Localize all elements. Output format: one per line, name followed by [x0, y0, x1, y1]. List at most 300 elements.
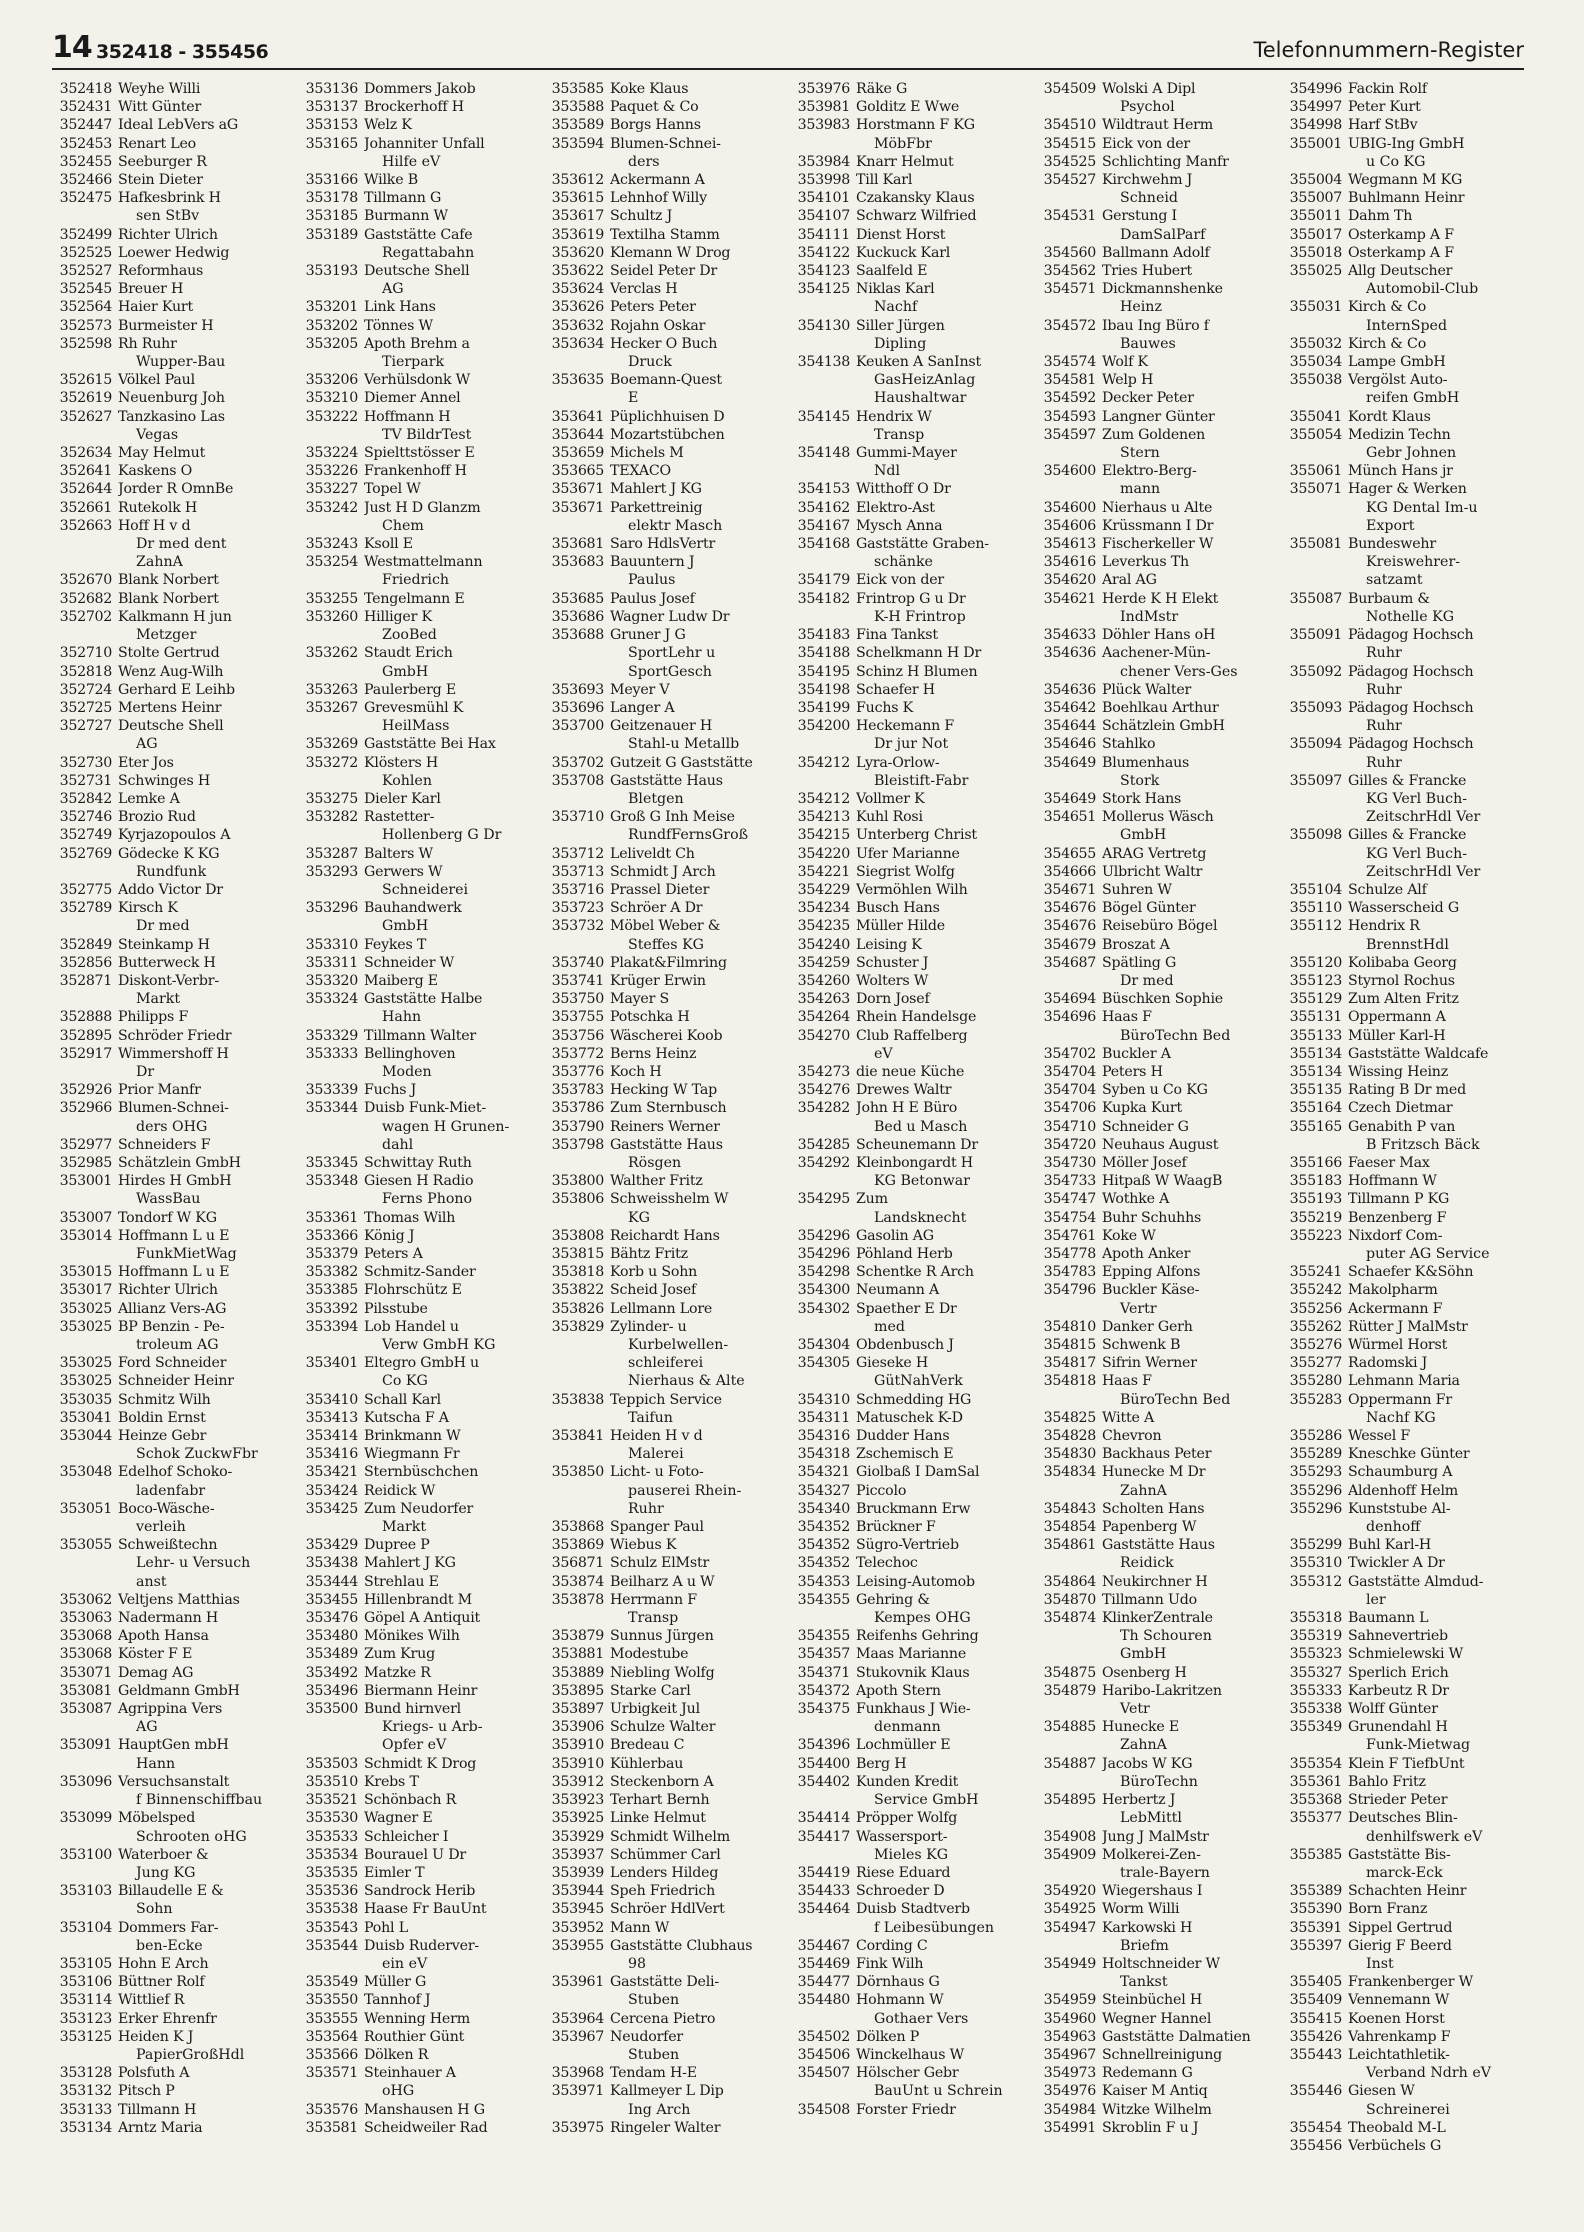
directory-entry	[544, 808, 782, 826]
phone-number: 355001	[1289, 135, 1342, 152]
phone-number: 354310	[797, 1391, 850, 1408]
phone-number: 355032	[1289, 335, 1342, 352]
phone-number: 353626	[551, 299, 604, 316]
subscriber-name: Horstmann F KG	[856, 117, 975, 134]
phone-number: 353635	[551, 372, 604, 389]
phone-number: 353619	[551, 226, 604, 243]
directory-entry	[544, 1682, 782, 1700]
subscriber-name: Leising K	[856, 936, 922, 953]
phone-number: 355299	[1289, 1537, 1342, 1554]
directory-entry	[298, 1973, 536, 1991]
directory-entry	[544, 1027, 782, 1045]
subscriber-name: Hohmann W	[856, 1992, 944, 2009]
phone-number: 355104	[1289, 881, 1342, 898]
directory-entry	[544, 553, 782, 571]
directory-entry	[544, 1427, 782, 1445]
phone-number: 354357	[797, 1646, 850, 1663]
directory-entry	[298, 699, 536, 717]
entry-continuation: IndMstr	[1120, 608, 1179, 625]
entry-continuation: Landsknecht	[874, 1209, 967, 1226]
subscriber-name: Müller G	[364, 1974, 427, 1991]
phone-number: 354229	[797, 881, 850, 898]
directory-entry	[298, 2119, 536, 2137]
phone-number: 355389	[1289, 1883, 1342, 1900]
directory-entry	[52, 1500, 290, 1518]
subscriber-name: Bourauel U Dr	[364, 1846, 466, 1863]
directory-entry	[1036, 371, 1274, 389]
phone-number: 353166	[305, 172, 358, 189]
subscriber-name: Gasolin AG	[856, 1227, 934, 1244]
directory-entry	[544, 626, 782, 644]
phone-number: 352619	[59, 390, 112, 407]
directory-entry	[52, 226, 290, 244]
phone-number: 354221	[797, 863, 850, 880]
phone-number: 354783	[1043, 1264, 1096, 1281]
subscriber-name: Wiegershaus I	[1102, 1883, 1203, 1900]
directory-entry	[544, 1591, 782, 1609]
entry-continuation: Markt	[136, 991, 181, 1008]
subscriber-name: Tillmann P KG	[1348, 1191, 1450, 1208]
directory-entry	[298, 1773, 536, 1791]
directory-entry	[790, 1263, 1028, 1281]
directory-entry	[298, 1809, 536, 1827]
directory-entry	[298, 207, 536, 225]
subscriber-name: Wildtraut Herm	[1102, 117, 1213, 134]
page-number: 14	[52, 30, 92, 65]
subscriber-name: Keuken A SanInst	[856, 354, 981, 371]
subscriber-name: Lehmann Maria	[1348, 1373, 1460, 1390]
phone-number: 353345	[305, 1154, 358, 1171]
directory-entry	[52, 135, 290, 153]
phone-number: 352663	[59, 517, 112, 534]
subscriber-name: Kordt Klaus	[1348, 408, 1431, 425]
phone-number: 355129	[1289, 991, 1342, 1008]
subscriber-name: Aldenhoff Helm	[1348, 1482, 1459, 1499]
entry-continuation: Co KG	[382, 1373, 428, 1390]
entry-continuation: Transp	[628, 1610, 679, 1627]
directory-entry	[1282, 426, 1520, 444]
subscriber-name: Schmitz-Sander	[364, 1264, 476, 1281]
directory-entry	[1282, 1045, 1520, 1063]
subscriber-name: Golditz E Wwe	[856, 99, 960, 116]
subscriber-name: Mahlert J KG	[364, 1555, 456, 1572]
phone-number: 355120	[1289, 954, 1342, 971]
phone-number: 354600	[1043, 499, 1096, 516]
subscriber-name: Diskont-Verbr-	[118, 972, 219, 989]
directory-entry	[298, 899, 536, 917]
directory-entry	[1036, 1955, 1274, 1973]
subscriber-name: Heinze Gebr	[118, 1428, 207, 1445]
phone-number: 353254	[305, 554, 358, 571]
phone-number: 353410	[305, 1391, 358, 1408]
subscriber-name: Drewes Waltr	[856, 1082, 952, 1099]
phone-number: 353503	[305, 1755, 358, 1772]
directory-entry	[790, 226, 1028, 244]
entry-continuation: u Co KG	[1366, 153, 1426, 170]
directory-entry	[52, 2082, 290, 2100]
subscriber-name: Blank Norbert	[118, 590, 219, 607]
subscriber-name: Kunden Kredit	[856, 1773, 959, 1790]
subscriber-name: Kallmeyer L Dip	[610, 2083, 724, 2100]
subscriber-name: Schwittay Ruth	[364, 1154, 472, 1171]
subscriber-name: Neuenburg Joh	[118, 390, 225, 407]
entry-continuation: Metzger	[136, 627, 197, 644]
directory-entry	[1036, 171, 1274, 189]
phone-number: 354562	[1043, 263, 1096, 280]
subscriber-name: Jung J MalMstr	[1102, 1828, 1209, 1845]
directory-entry	[1282, 1627, 1520, 1645]
directory-entry	[1282, 298, 1520, 316]
phone-number: 354200	[797, 718, 850, 735]
directory-entry	[298, 408, 536, 426]
entry-continuation: KG Verl Buch-	[1366, 845, 1468, 862]
directory-entry	[1282, 1190, 1520, 1208]
subscriber-name: Leliveldt Ch	[610, 845, 695, 862]
phone-number: 354318	[797, 1446, 850, 1463]
phone-number: 353401	[305, 1355, 358, 1372]
directory-entry	[52, 444, 290, 462]
directory-entry	[52, 1300, 290, 1318]
directory-entry	[298, 116, 536, 134]
entry-continuation: Stork	[1120, 772, 1160, 789]
phone-number: 354199	[797, 699, 850, 716]
phone-number: 353533	[305, 1828, 358, 1845]
subscriber-name: Schweißtechn	[118, 1537, 218, 1554]
directory-entry	[1282, 735, 1520, 753]
directory-entry	[298, 1263, 536, 1281]
directory-entry	[52, 389, 290, 407]
subscriber-name: Vergölst Auto-	[1348, 372, 1448, 389]
phone-number: 354327	[797, 1482, 850, 1499]
directory-entry	[52, 1973, 290, 1991]
phone-number: 354285	[797, 1136, 850, 1153]
subscriber-name: Addo Victor Dr	[118, 881, 223, 898]
directory-entry	[790, 1081, 1028, 1099]
phone-number: 353165	[305, 135, 358, 152]
directory-entry	[544, 1554, 782, 1572]
directory-entry	[1036, 626, 1274, 644]
phone-number: 354101	[797, 190, 850, 207]
subscriber-name: Wimmershoff H	[118, 1045, 229, 1062]
phone-number: 353267	[305, 699, 358, 716]
subscriber-name: Dölken R	[364, 2046, 429, 2063]
subscriber-name: Chevron	[1102, 1428, 1162, 1445]
directory-entry	[52, 1263, 290, 1281]
directory-entry	[544, 408, 782, 426]
directory-entry	[544, 2119, 782, 2137]
phone-number: 353536	[305, 1883, 358, 1900]
phone-number: 353790	[551, 1118, 604, 1135]
entry-continuation: schleiferei	[628, 1355, 704, 1372]
subscriber-name: Wegmann M KG	[1348, 172, 1463, 189]
entry-continuation: reifen GmbH	[1366, 390, 1460, 407]
directory-entry	[298, 371, 536, 389]
directory-entry	[544, 717, 782, 735]
subscriber-name: Erker Ehrenfr	[118, 2010, 217, 2027]
directory-entry	[790, 1736, 1028, 1754]
directory-entry	[790, 408, 1028, 426]
phone-number: 353044	[59, 1428, 112, 1445]
subscriber-name: Geitzenauer H	[610, 718, 713, 735]
directory-entry	[1282, 1919, 1520, 1937]
subscriber-name: Apoth Brehm a	[364, 335, 470, 352]
subscriber-name: Gaststätte Bis-	[1348, 1846, 1451, 1863]
phone-number: 353041	[59, 1409, 112, 1426]
directory-entry	[1282, 2119, 1520, 2137]
phone-number: 353713	[551, 863, 604, 880]
directory-entry	[790, 1427, 1028, 1445]
directory-entry	[1036, 808, 1274, 826]
phone-number: 354375	[797, 1701, 850, 1718]
subscriber-name: Mozartstübchen	[610, 426, 725, 443]
subscriber-name: Paulerberg E	[364, 681, 457, 698]
column-3	[544, 80, 782, 2200]
directory-entry	[1036, 499, 1274, 517]
subscriber-name: Koch H	[610, 1063, 662, 1080]
phone-number: 353015	[59, 1264, 112, 1281]
directory-entry	[1282, 1445, 1520, 1463]
phone-number: 352789	[59, 900, 112, 917]
directory-entry	[52, 1154, 290, 1172]
directory-entry	[52, 1991, 290, 2009]
phone-number: 354704	[1043, 1063, 1096, 1080]
subscriber-name: König J	[364, 1227, 415, 1244]
phone-number: 355409	[1289, 1992, 1342, 2009]
subscriber-name: Strieder Peter	[1348, 1792, 1448, 1809]
subscriber-name: Veltjens Matthias	[118, 1591, 240, 1608]
phone-number: 353413	[305, 1409, 358, 1426]
directory-entry	[790, 1099, 1028, 1117]
directory-entry	[52, 280, 290, 298]
subscriber-name: Radomski J	[1348, 1355, 1428, 1372]
subscriber-name: Schultz J	[610, 208, 673, 225]
subscriber-name: Kyrjazopoulos A	[118, 827, 231, 844]
directory-entry	[1282, 2010, 1520, 2028]
phone-number: 353001	[59, 1173, 112, 1190]
subscriber-name: Buckler A	[1102, 1045, 1171, 1062]
subscriber-name: Tendam H-E	[610, 2065, 697, 2082]
subscriber-name: Wolski A Dipl	[1102, 81, 1196, 97]
directory-entry	[298, 735, 536, 753]
subscriber-name: Möbelsped	[118, 1810, 196, 1827]
subscriber-name: Mysch Anna	[856, 517, 943, 534]
directory-entry	[298, 262, 536, 280]
subscriber-name: Verhülsdonk W	[364, 372, 471, 389]
phone-number: 352769	[59, 845, 112, 862]
phone-number: 355405	[1289, 1974, 1342, 1991]
directory-entry	[544, 499, 782, 517]
subscriber-name: Schmidt K Drog	[364, 1755, 477, 1772]
directory-entry	[298, 535, 536, 553]
subscriber-name: Bund hirnverl	[364, 1701, 462, 1718]
subscriber-name: Zschemisch E	[856, 1446, 954, 1463]
directory-entry	[790, 790, 1028, 808]
phone-number: 352453	[59, 135, 112, 152]
subscriber-name: Forster Friedr	[856, 2101, 956, 2118]
directory-entry	[298, 1427, 536, 1445]
phone-number: 355093	[1289, 699, 1342, 716]
directory-entry	[790, 681, 1028, 699]
directory-entry	[1282, 881, 1520, 899]
phone-number: 356871	[551, 1555, 604, 1572]
subscriber-name: Tillmann Udo	[1102, 1591, 1197, 1608]
entry-continuation: denhoff	[1366, 1519, 1421, 1536]
subscriber-name: Elektro-Ast	[856, 499, 935, 516]
directory-entry	[544, 280, 782, 298]
phone-number: 353425	[305, 1500, 358, 1517]
directory-entry	[790, 262, 1028, 280]
directory-entry	[790, 1864, 1028, 1882]
directory-entry	[1282, 1391, 1520, 1409]
subscriber-name: Textilha Stamm	[610, 226, 720, 243]
directory-entry	[790, 244, 1028, 262]
directory-entry	[52, 499, 290, 517]
phone-number: 354296	[797, 1227, 850, 1244]
entry-continuation: dahl	[382, 1136, 414, 1153]
subscriber-name: Scholten Hans	[1102, 1500, 1205, 1517]
entry-continuation: BüroTechn Bed	[1120, 1027, 1231, 1044]
directory-entry	[1282, 1099, 1520, 1117]
directory-entry	[52, 1700, 290, 1718]
directory-entry	[1036, 1190, 1274, 1208]
phone-number: 354145	[797, 408, 850, 425]
phone-number: 353683	[551, 554, 604, 571]
subscriber-name: Osenberg H	[1102, 1664, 1187, 1681]
directory-entry	[298, 1099, 536, 1117]
entry-continuation: Malerei	[628, 1446, 684, 1463]
subscriber-name: Mertens Heinr	[118, 699, 222, 716]
subscriber-name: Borgs Hanns	[610, 117, 701, 134]
phone-number: 354592	[1043, 390, 1096, 407]
subscriber-name: Gehring &	[856, 1591, 930, 1608]
subscriber-name: Pädagog Hochsch	[1348, 663, 1474, 680]
subscriber-name: Apoth Hansa	[118, 1628, 209, 1645]
phone-number: 353889	[551, 1664, 604, 1681]
subscriber-name: Wiebus K	[610, 1537, 677, 1554]
phone-number: 355034	[1289, 354, 1342, 371]
subscriber-name: Neukirchner H	[1102, 1573, 1208, 1590]
subscriber-name: Rating B Dr med	[1348, 1082, 1466, 1099]
subscriber-name: Hendrix R	[1348, 918, 1420, 935]
subscriber-name: Stein Dieter	[118, 172, 203, 189]
entry-continuation: Bletgen	[628, 790, 684, 807]
phone-number: 354967	[1043, 2046, 1096, 2063]
subscriber-name: Pädagog Hochsch	[1348, 699, 1474, 716]
subscriber-name: Leverkus Th	[1102, 554, 1189, 571]
directory-entry	[1036, 1427, 1274, 1445]
directory-entry	[1036, 2046, 1274, 2064]
directory-entry	[790, 936, 1028, 954]
phone-number: 354355	[797, 1628, 850, 1645]
directory-entry	[298, 1900, 536, 1918]
phone-number: 353255	[305, 590, 358, 607]
subscriber-name: Frankenhoff H	[364, 463, 467, 480]
entry-continuation: Kohlen	[382, 772, 432, 789]
phone-number: 352447	[59, 117, 112, 134]
directory-entry	[790, 280, 1028, 298]
directory-entry	[544, 80, 782, 98]
subscriber-name: Sügro-Vertrieb	[856, 1537, 959, 1554]
phone-number: 353025	[59, 1373, 112, 1390]
subscriber-name: Funkhaus J Wie-	[856, 1701, 971, 1718]
directory-entry	[790, 1755, 1028, 1773]
phone-number: 354195	[797, 663, 850, 680]
directory-entry	[790, 207, 1028, 225]
subscriber-name: Danker Gerh	[1102, 1318, 1193, 1335]
directory-entry	[52, 1391, 290, 1409]
subscriber-name: Modestube	[610, 1646, 689, 1663]
directory-entry	[1036, 863, 1274, 881]
subscriber-name: Seidel Peter Dr	[610, 263, 718, 280]
phone-number: 353035	[59, 1391, 112, 1408]
directory-entry	[1036, 845, 1274, 863]
phone-number: 354506	[797, 2046, 850, 2063]
entry-continuation: Markt	[382, 1519, 427, 1536]
directory-entry	[1036, 735, 1274, 753]
subscriber-name: Bögel Günter	[1102, 900, 1196, 917]
entry-continuation: Vertr	[1120, 1300, 1157, 1317]
subscriber-name: Hoffmann H	[364, 408, 451, 425]
directory-entry	[1282, 244, 1520, 262]
directory-entry	[298, 1791, 536, 1809]
directory-entry	[1282, 135, 1520, 153]
directory-entry	[790, 808, 1028, 826]
directory-entry	[544, 1736, 782, 1754]
phone-number: 354213	[797, 809, 850, 826]
subscriber-name: Verclas H	[610, 281, 678, 298]
directory-entry	[544, 1263, 782, 1281]
directory-entry	[790, 1645, 1028, 1663]
directory-entry	[544, 1846, 782, 1864]
subscriber-name: Haas F	[1102, 1009, 1152, 1026]
subscriber-name: Plück Walter	[1102, 681, 1192, 698]
phone-number: 354963	[1043, 2028, 1096, 2045]
phone-number: 355333	[1289, 1682, 1342, 1699]
directory-entry	[1282, 1008, 1520, 1026]
subscriber-name: Worm Willi	[1102, 1901, 1180, 1918]
directory-entry	[298, 2064, 536, 2082]
phone-number: 353492	[305, 1664, 358, 1681]
entry-continuation: Schok ZuckwFbr	[136, 1446, 258, 1463]
directory-entry	[298, 1991, 536, 2009]
subscriber-name: Harf StBv	[1348, 117, 1418, 134]
subscriber-name: Wäscherei Koob	[610, 1027, 723, 1044]
directory-entry	[790, 98, 1028, 116]
phone-number: 354666	[1043, 863, 1096, 880]
phone-number: 352727	[59, 718, 112, 735]
phone-number: 353594	[551, 135, 604, 152]
phone-number: 353937	[551, 1846, 604, 1863]
phone-number: 354302	[797, 1300, 850, 1317]
directory-entry	[1282, 1281, 1520, 1299]
phone-number: 353800	[551, 1173, 604, 1190]
subscriber-name: Gaststätte Deli-	[610, 1974, 719, 1991]
subscriber-name: Scheidweiler Rad	[364, 2119, 488, 2136]
directory-entry	[544, 1718, 782, 1736]
subscriber-name: Heckemann F	[856, 718, 955, 735]
entry-continuation: Nachf KG	[1366, 1409, 1436, 1426]
entry-continuation: pauserei Rhein-	[628, 1482, 742, 1499]
phone-number: 354761	[1043, 1227, 1096, 1244]
phone-number: 353100	[59, 1846, 112, 1863]
phone-number: 355323	[1289, 1646, 1342, 1663]
directory-entry	[544, 1755, 782, 1773]
entry-continuation: BauUnt u Schrein	[874, 2083, 1003, 2100]
phone-number: 354371	[797, 1664, 850, 1681]
subscriber-name: Pöhland Herb	[856, 1246, 953, 1262]
subscriber-name: Styrnol Rochus	[1348, 972, 1455, 989]
phone-number: 353929	[551, 1828, 604, 1845]
